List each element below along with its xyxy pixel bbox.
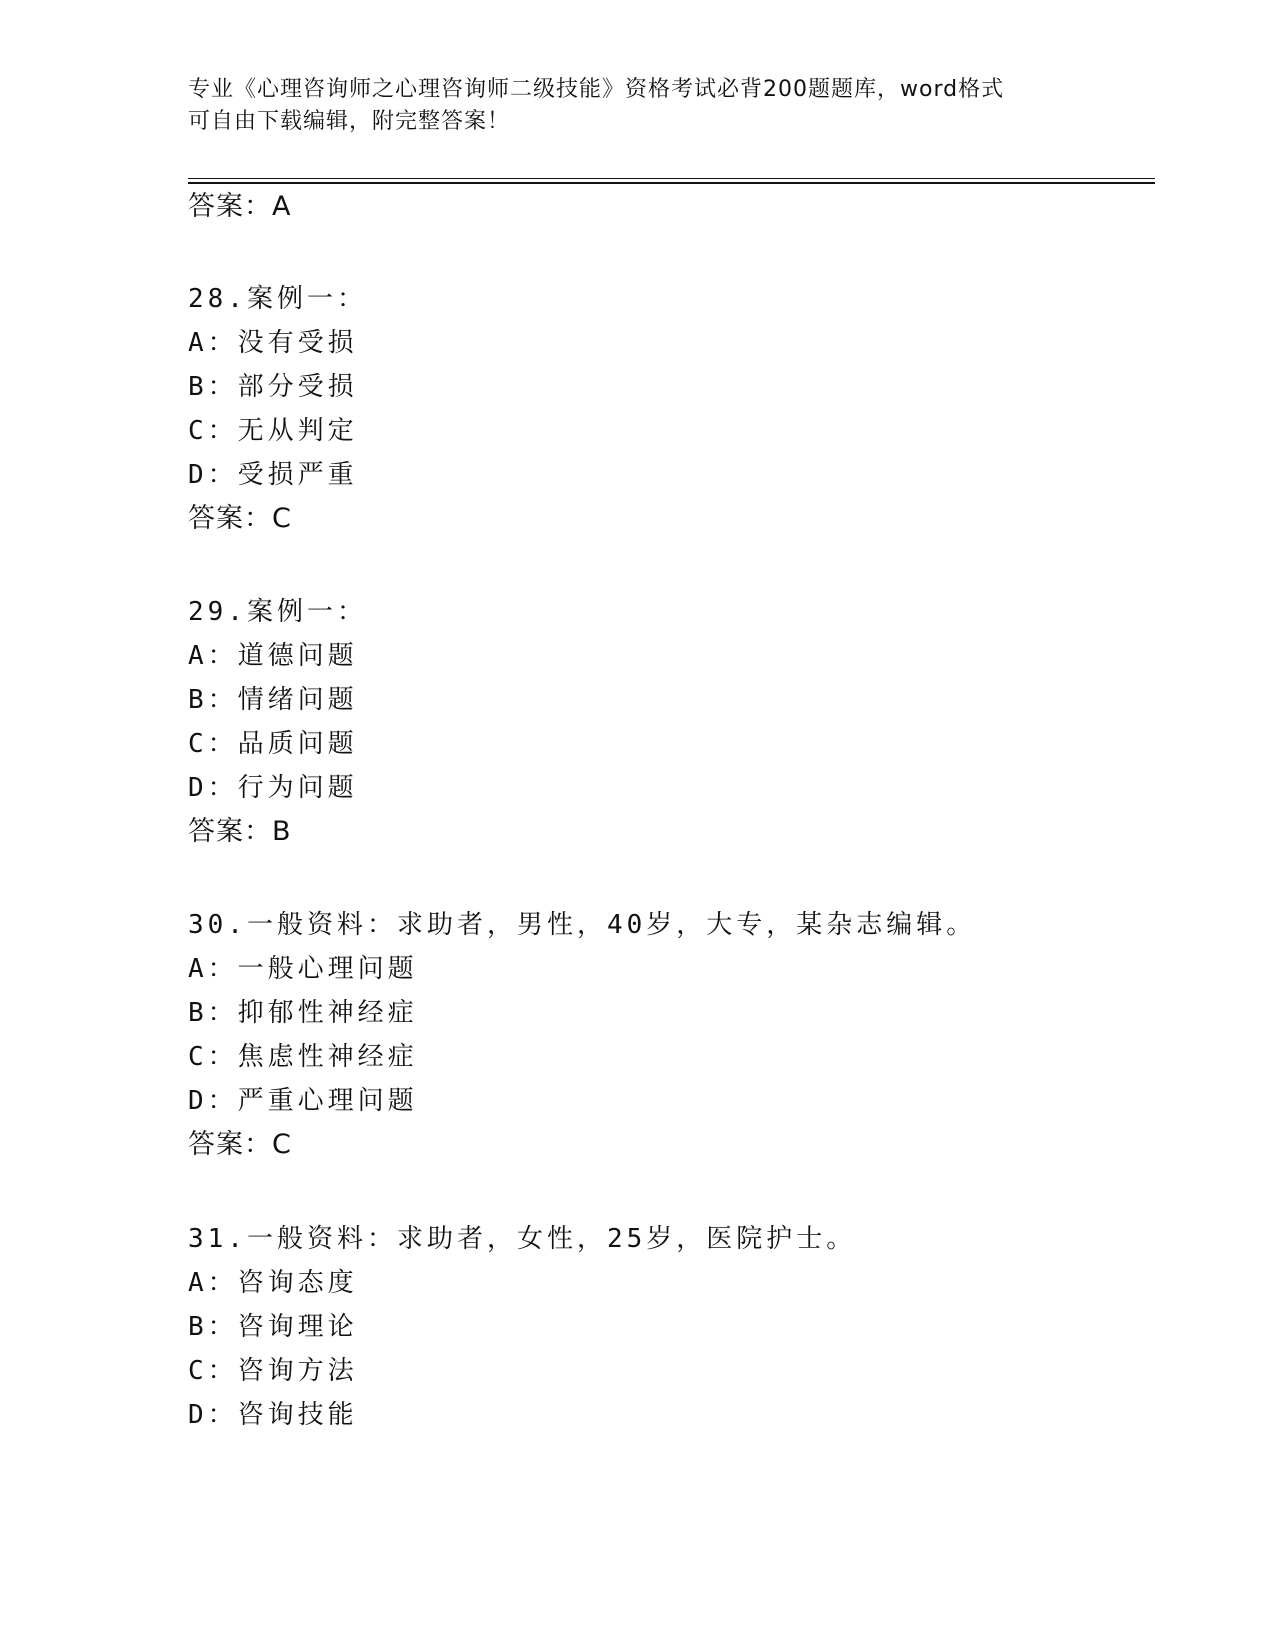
option-d: D：咨询技能 — [188, 1400, 358, 1430]
option-d: D：严重心理问题 — [188, 1086, 418, 1116]
option-b: B：情绪问题 — [188, 685, 358, 715]
answer-label: 答案：C — [188, 503, 292, 534]
option-c: C：无从判定 — [188, 416, 358, 446]
document-header — [188, 74, 1088, 138]
answer-label: 答案：C — [188, 1129, 292, 1160]
option-a: A：没有受损 — [188, 328, 358, 358]
header-divider-thick — [188, 182, 1155, 184]
header-line-1: 专业《心理咨询师之心理咨询师二级技能》资格考试必背200题题库，word格式 — [188, 77, 1005, 102]
question-title: 31.一般资料：求助者，女性，25岁，医院护士。 — [188, 1224, 857, 1254]
option-a: A：咨询态度 — [188, 1268, 358, 1298]
question-title: 30.一般资料：求助者，男性，40岁，大专，某杂志编辑。 — [188, 910, 977, 940]
question-title: 28.案例一： — [188, 284, 367, 314]
header-divider-thin — [188, 178, 1155, 179]
option-a: A：道德问题 — [188, 641, 358, 671]
header-line-2: 可自由下载编辑，附完整答案！ — [188, 109, 511, 134]
question-title: 29.案例一： — [188, 597, 367, 627]
option-d: D：行为问题 — [188, 773, 358, 803]
option-b: B：抑郁性神经症 — [188, 998, 418, 1028]
option-a: A：一般心理问题 — [188, 954, 418, 984]
option-c: C：品质问题 — [188, 729, 358, 759]
option-b: B：部分受损 — [188, 372, 358, 402]
option-d: D：受损严重 — [188, 460, 358, 490]
answer-label: 答案：A — [188, 191, 292, 222]
option-c: C：咨询方法 — [188, 1356, 358, 1386]
answer-label: 答案：B — [188, 816, 292, 847]
option-c: C：焦虑性神经症 — [188, 1042, 418, 1072]
option-b: B：咨询理论 — [188, 1312, 358, 1342]
